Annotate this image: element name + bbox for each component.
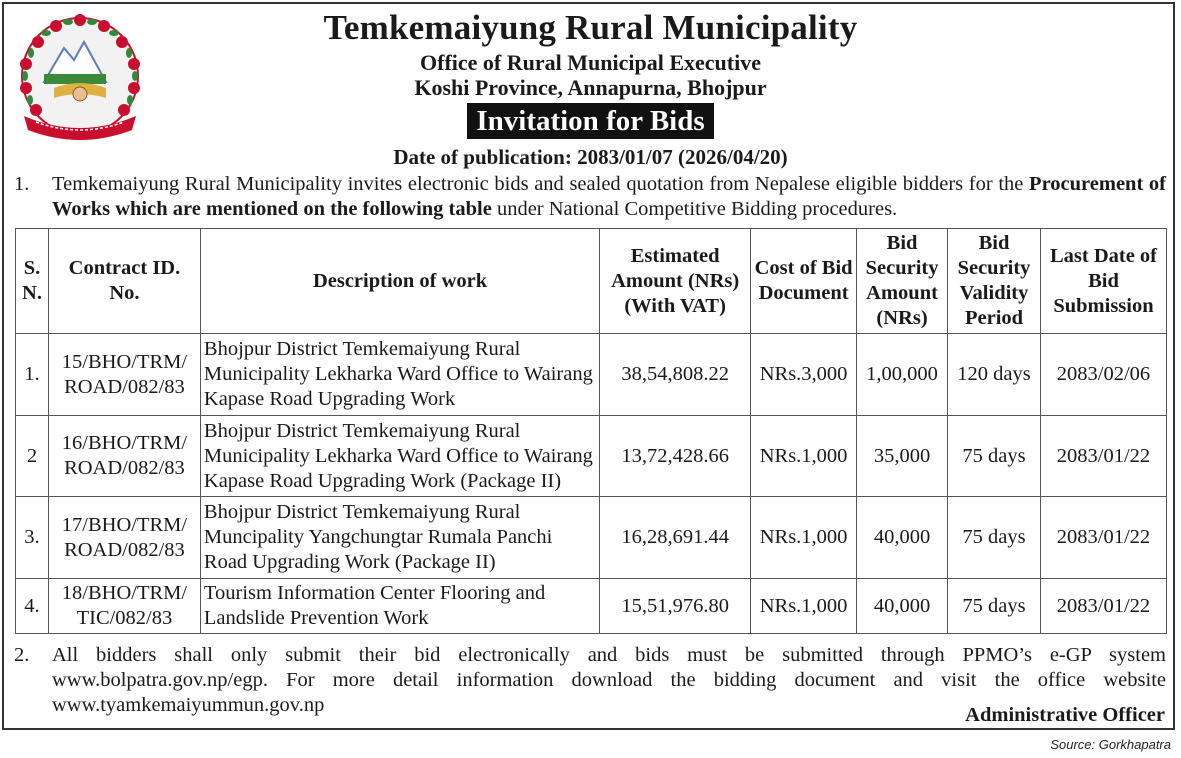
cell-validity: 120 days	[948, 334, 1041, 416]
paragraph-text-end: under National Competitive Bidding procedures.	[491, 198, 898, 220]
cell-last-date: 2083/01/22	[1040, 416, 1166, 497]
table-header-row	[16, 229, 1167, 334]
paragraph-text: Temkemaiyung Rural Municipality invites electronic bids and sealed quotation from Nepalese eligible bidders for the	[52, 173, 1030, 195]
publication-date: Date of publication: 2083/01/07 (2026/04/20)	[393, 145, 788, 169]
cell-description: Bhojpur District Temkemaiyung Rural Municipality Lekharka Ward Office to Wairang Kapase Road Upgrading Work (Package II)	[200, 416, 599, 497]
office-location: Koshi Province, Annapurna, Bhojpur	[414, 75, 767, 100]
signer-title: Administrative Officer	[965, 704, 1165, 726]
cell-sn: 4.	[16, 579, 49, 634]
paragraph-bold-text: Procurement of Works which are mentioned on the following table	[52, 173, 1167, 220]
cell-validity: 75 days	[948, 579, 1041, 634]
cell-last-date: 2083/01/22	[1040, 579, 1166, 634]
municipality-name: Temkemaiyung Rural Municipality	[323, 8, 858, 47]
cell-contract-id: 17/BHO/TRM/ ROAD/082/83	[48, 497, 200, 579]
cell-contract-id: 15/BHO/TRM/ ROAD/082/83	[48, 334, 200, 416]
cell-description: Bhojpur District Temkemaiyung Rural Municipality Lekharka Ward Office to Wairang Kapase Road Upgrading Work	[200, 334, 599, 416]
header-bid-security-validity: Bid Security Validity Period	[948, 229, 1041, 334]
cell-estimated-amount: 15,51,976.80	[600, 579, 751, 634]
header-estimated-amount: Estimated Amount (NRs) (With VAT)	[600, 229, 751, 334]
header-cost-of-bid-document: Cost of Bid Document	[751, 229, 857, 334]
header-contract-id: Contract ID. No.	[48, 229, 200, 334]
cell-contract-id: 16/BHO/TRM/ ROAD/082/83	[48, 416, 200, 497]
table-row	[16, 416, 1167, 497]
cell-last-date: 2083/01/22	[1040, 497, 1166, 579]
bids-table	[15, 228, 1167, 634]
cell-security-amount: 40,000	[857, 579, 948, 634]
cell-sn: 1.	[16, 334, 49, 416]
cell-cost: NRs.1,000	[751, 579, 857, 634]
cell-estimated-amount: 13,72,428.66	[600, 416, 751, 497]
table-row	[16, 579, 1167, 634]
cell-estimated-amount: 38,54,808.22	[600, 334, 751, 416]
cell-description: Bhojpur District Temkemaiyung Rural Muncipality Yangchungtar Rumala Panchi Road Upgrading Work (Package II)	[200, 497, 599, 579]
paragraph-number: 1.	[14, 173, 30, 195]
cell-sn: 3.	[16, 497, 49, 579]
cell-estimated-amount: 16,28,691.44	[600, 497, 751, 579]
notice-title: Invitation for Bids	[467, 103, 713, 139]
paragraph-number: 2.	[14, 644, 30, 666]
cell-description: Tourism Information Center Flooring and Landslide Prevention Work	[200, 579, 599, 634]
cell-cost: NRs.1,000	[751, 416, 857, 497]
cell-cost: NRs.3,000	[751, 334, 857, 416]
table-row	[16, 334, 1167, 416]
header-description: Description of work	[200, 229, 599, 334]
office-name: Office of Rural Municipal Executive	[420, 50, 761, 75]
source-credit: Source: Gorkhapatra	[1050, 737, 1171, 752]
cell-validity: 75 days	[948, 497, 1041, 579]
cell-last-date: 2083/02/06	[1040, 334, 1166, 416]
cell-validity: 75 days	[948, 416, 1041, 497]
cell-security-amount: 35,000	[857, 416, 948, 497]
paragraph-text: All bidders shall only submit their bid electronically and bids must be submitted through PPMO’s e-GP system www.bolpatra.gov.np/egp. For more detail information download the bidding document and visit the office website www.tyamkemaiyummun.gov.np	[52, 644, 1166, 716]
header-sn: S. N.	[16, 229, 49, 334]
cell-cost: NRs.1,000	[751, 497, 857, 579]
table-row	[16, 497, 1167, 579]
header-last-date: Last Date of Bid Submission	[1040, 229, 1166, 334]
cell-security-amount: 1,00,000	[857, 334, 948, 416]
cell-sn: 2	[16, 416, 49, 497]
cell-contract-id: 18/BHO/TRM/ TIC/082/83	[48, 579, 200, 634]
cell-security-amount: 40,000	[857, 497, 948, 579]
header-bid-security-amount: Bid Security Amount (NRs)	[857, 229, 948, 334]
paragraph-1	[14, 172, 1166, 222]
